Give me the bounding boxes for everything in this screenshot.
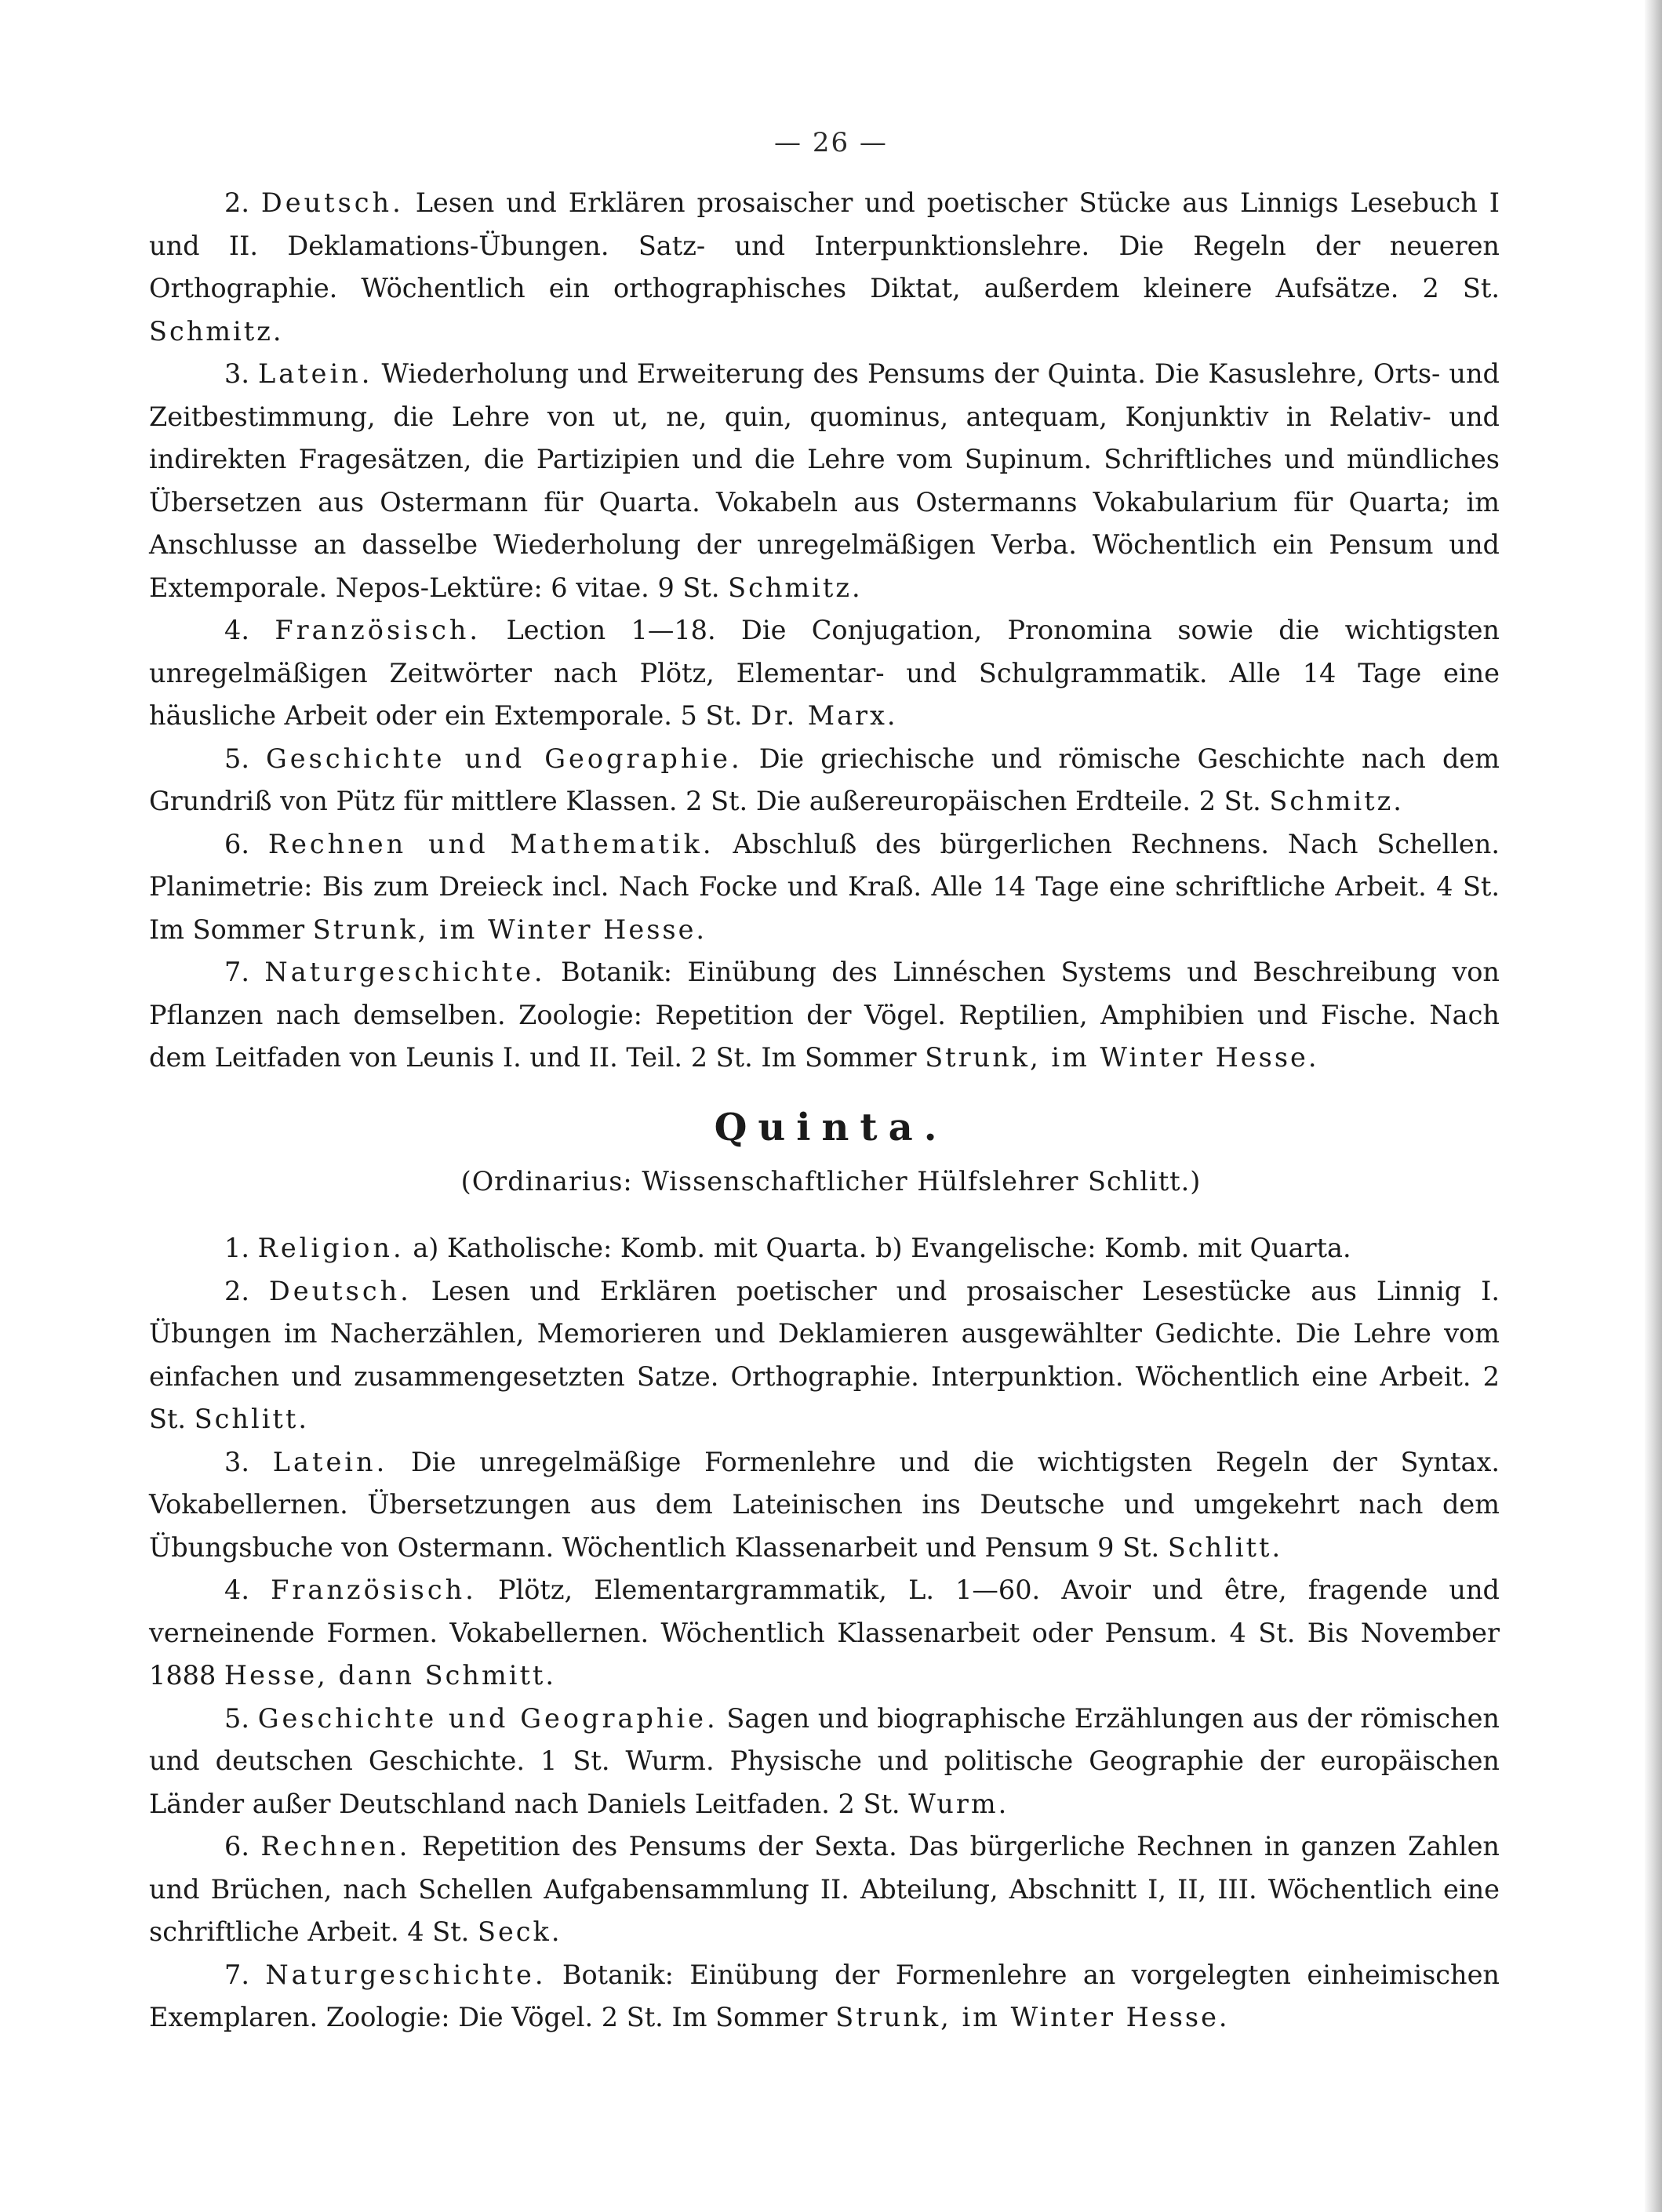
quinta-section: [149, 1227, 1500, 2039]
item-text: Die unregelmäßige Formenlehre und die wichtigsten Regeln der Syntax. Vokabellernen. Übersetzungen aus dem Lateinischen ins Deutsche und umgekehrt nach dem Übungsbuche von Ostermann. Wöchentlich Klassenarbeit und Pensum 9 St.: [149, 1446, 1500, 1563]
item-teacher: Schlitt.: [1167, 1531, 1283, 1563]
item-teacher: Hesse, dann Schmitt.: [224, 1660, 557, 1691]
item-number: 3.: [224, 1446, 249, 1477]
item-subject: Deutsch.: [260, 187, 404, 218]
item-teacher: Dr. Marx.: [751, 700, 898, 731]
item-subject: Französisch.: [271, 1575, 477, 1605]
quinta-item-deutsch: [149, 1270, 1500, 1441]
item-teacher: Schmitz.: [1269, 786, 1404, 816]
item-subject: Rechnen und Mathematik.: [267, 828, 715, 859]
quinta-item-franzoesisch: [149, 1569, 1500, 1698]
item-number: 5.: [224, 743, 249, 774]
item-text: Abschluß des bürgerlichen Rechnens. Nach Schellen. Planimetrie: Bis zum Dreieck incl. Nach Focke und Kraß. Alle 14 Tage eine schriftliche Arbeit. 4 St. Im Sommer: [149, 828, 1500, 945]
quarta-item-naturgeschichte: [149, 951, 1500, 1080]
item-number: 4.: [224, 1575, 249, 1605]
item-subject: Geschichte und Geographie.: [266, 743, 743, 774]
item-teacher: Seck.: [478, 1916, 562, 1947]
quarta-item-deutsch: [149, 182, 1500, 353]
quinta-item-geschichte: [149, 1698, 1500, 1826]
item-number: 4.: [224, 615, 249, 645]
item-subject: Latein.: [258, 358, 373, 389]
item-teacher: Schmitz.: [149, 315, 284, 347]
item-number: 7.: [224, 957, 249, 987]
item-text: Wiederholung und Erweiterung des Pensums der Quinta. Die Kasuslehre, Orts- und Zeitbestimmung, die Lehre von ut, ne, quin, quominus, antequam, Konjunktiv in Relativ- und indirekten Fragesätzen, die Partizipien und die Lehre vom Supinum. Schriftliches und mündliches Übersetzen aus Ostermann für Quarta. Vokabeln aus Ostermanns Vokabularium für Quarta; im Anschlusse an dasselbe Wiederholung der unregelmäßigen Verba. Wöchentlich ein Pensum und Extemporale. Nepos-Lektüre: 6 vitae. 9 St.: [149, 358, 1500, 603]
item-text: Lesen und Erklären prosaischer und poetischer Stücke aus Linnigs Lesebuch I und II. Deklamations-Übungen. Satz- und Interpunktionslehre. Die Regeln der neueren Orthographie. Wöchentlich ein orthographisches Diktat, außerdem kleinere Aufsätze. 2 St.: [149, 187, 1500, 303]
quarta-item-rechnen: [149, 823, 1500, 952]
item-subject: Religion.: [257, 1233, 405, 1263]
item-subject: Deutsch.: [268, 1275, 412, 1306]
item-subject: Naturgeschichte.: [264, 957, 546, 987]
quarta-section: [149, 182, 1500, 1080]
quarta-item-franzoesisch: [149, 609, 1500, 738]
item-text: Plötz, Elementargrammatik, L. 1—60. Avoir und être, fragende und verneinende Formen. Vokabellernen. Wöchentlich Klassenarbeit oder Pensum. 4 St. Bis November 1888: [149, 1575, 1500, 1691]
quarta-item-geschichte: [149, 738, 1500, 823]
quinta-item-latein: [149, 1441, 1500, 1570]
item-teacher: Strunk, im Winter Hesse.: [925, 1042, 1319, 1073]
item-text: Repetition des Pensums der Sexta. Das bürgerliche Rechnen in ganzen Zahlen und Brüchen, nach Schellen Aufgabensammlung II. Abteilung, Abschnitt I, II, III. Wöchentlich eine schriftliche Arbeit. 4 St.: [149, 1831, 1500, 1947]
item-subject: Französisch.: [275, 615, 482, 645]
item-teacher: Schmitz.: [728, 572, 863, 603]
section-heading-quinta: Quinta.: [714, 1106, 948, 1150]
page-number: — 26 —: [774, 127, 888, 158]
item-text: Botanik: Einübung des Linnéschen Systems und Beschreibung von Pflanzen nach demselben. Zoologie: Repetition der Vögel. Reptilien, Amphibien und Fische. Nach dem Leitfaden von Leunis I. und II. Teil. 2 St. Im Sommer: [149, 957, 1500, 1073]
item-number: 2.: [224, 187, 249, 218]
item-number: 7.: [224, 1959, 249, 1990]
item-number: 2.: [224, 1275, 249, 1306]
item-number: 6.: [224, 1831, 249, 1861]
item-text: Sagen und biographische Erzählungen aus der römischen und deutschen Geschichte. 1 St. Wurm. Physische und politische Geographie der europäischen Länder außer Deutschland nach Daniels Leitfaden. 2 St.: [149, 1702, 1500, 1819]
item-text: Lesen und Erklären poetischer und prosaischer Lesestücke aus Linnig I. Übungen im Nacherzählen, Memorieren und Deklamieren ausgewählter Gedichte. Die Lehre vom einfachen und zusammengesetzten Satze. Orthographie. Interpunktion. Wöchentlich eine Arbeit. 2 St.: [149, 1275, 1500, 1434]
item-number: 3.: [224, 358, 249, 389]
item-subject: Latein.: [272, 1446, 388, 1477]
item-teacher: Strunk, im Winter Hesse.: [312, 913, 707, 945]
item-teacher: Schlitt.: [194, 1404, 310, 1434]
quarta-item-latein: [149, 353, 1500, 609]
quinta-item-religion: [149, 1227, 1500, 1270]
item-text: Botanik: Einübung der Formenlehre an vorgelegten einheimischen Exemplaren. Zoologie: Die Vögel. 2 St. Im Sommer: [149, 1959, 1500, 2032]
item-teacher: Wurm.: [908, 1788, 1009, 1819]
item-number: 5.: [224, 1702, 249, 1734]
item-text: Lection 1—18. Die Conjugation, Pronomina sowie die wichtigsten unregelmäßigen Zeitwörter nach Plötz, Elementar- und Schulgrammatik. Alle 14 Tage eine häusliche Arbeit oder ein Extemporale. 5 St.: [149, 615, 1500, 731]
item-teacher: Strunk, im Winter Hesse.: [835, 2002, 1230, 2032]
item-text: Die griechische und römische Geschichte nach dem Grundriß von Pütz für mittlere Klassen. 2 St. Die außereuropäischen Erdteile. 2 St.: [149, 743, 1500, 816]
item-subject: Rechnen.: [260, 1831, 411, 1861]
quinta-item-rechnen: [149, 1825, 1500, 1954]
item-subject: Geschichte und Geographie.: [257, 1702, 718, 1734]
section-subtitle-quinta: (Ordinarius: Wissenschaftlicher Hülfslehrer Schlitt.): [460, 1166, 1202, 1197]
item-number: 6.: [224, 828, 249, 859]
item-number: 1.: [224, 1233, 249, 1263]
quinta-item-naturgeschichte: [149, 1954, 1500, 2039]
item-text: a) Katholische: Komb. mit Quarta. b) Evangelische: Komb. mit Quarta.: [413, 1233, 1351, 1263]
item-subject: Naturgeschichte.: [265, 1959, 547, 1990]
